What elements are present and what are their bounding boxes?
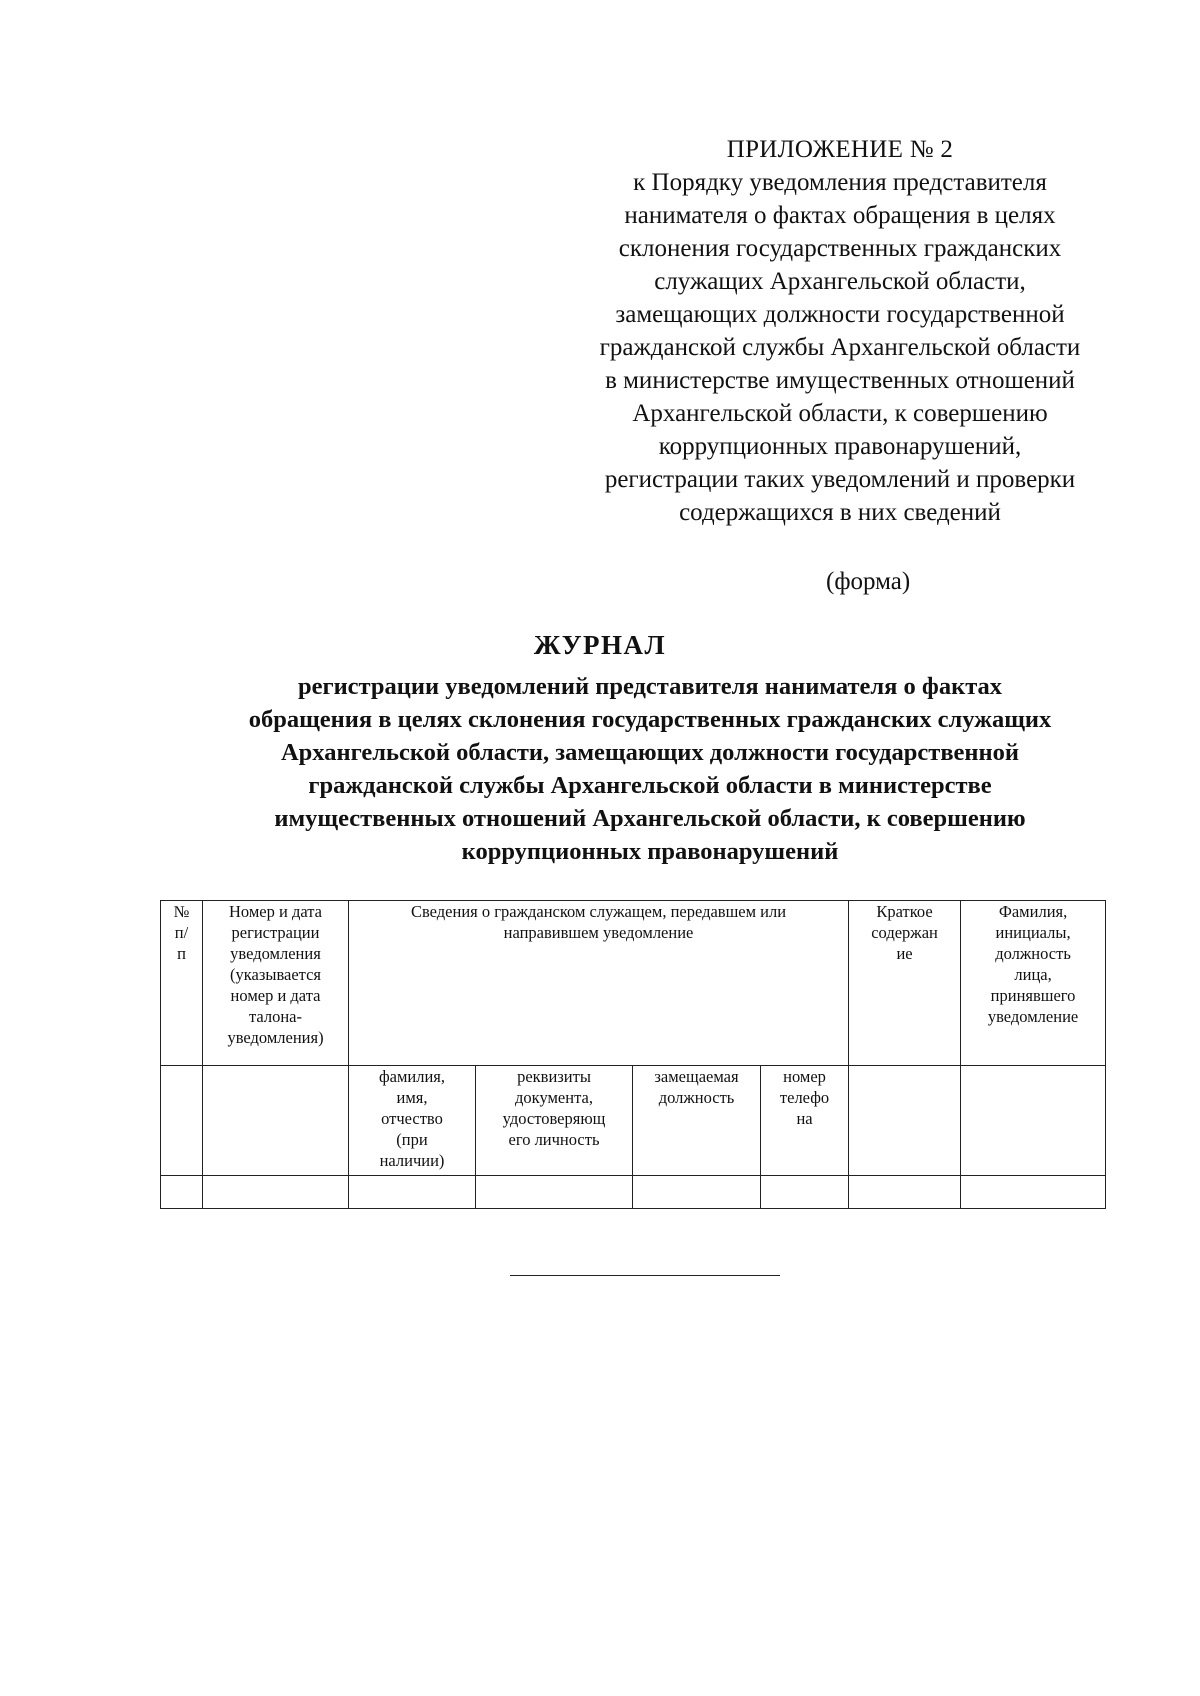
- journal-subtitle-line: регистрации уведомлений представителя нанимателя о фактах: [297, 673, 1003, 700]
- subheader-full-name: фамилия, имя, отчество (при наличии): [349, 1066, 476, 1176]
- form-label: (форма): [826, 568, 911, 595]
- appendix-line: содержащихся в них сведений: [679, 499, 1001, 526]
- header-registration: Номер и дата регистрации уведомления (указывается номер и дата талона- уведомления): [203, 901, 349, 1066]
- table-cell: [476, 1176, 633, 1209]
- appendix-header: [560, 133, 1120, 529]
- journal-table: [160, 900, 1106, 1209]
- appendix-line: гражданской службы Архангельской области: [599, 334, 1081, 361]
- appendix-title: ПРИЛОЖЕНИЕ № 2: [726, 136, 954, 163]
- journal-title: ЖУРНАЛ: [533, 630, 667, 660]
- table-cell: [203, 1176, 349, 1209]
- appendix-line: регистрации таких уведомлений и проверки: [604, 466, 1076, 493]
- table-row: [161, 1176, 1106, 1209]
- header-summary: Краткое содержан ие: [849, 901, 961, 1066]
- table-subheader-row: [161, 1066, 1106, 1176]
- subheader-position: замещаемая должность: [633, 1066, 761, 1176]
- table-cell: [161, 1176, 203, 1209]
- table-cell: [761, 1176, 849, 1209]
- appendix-line: коррупционных правонарушений,: [658, 433, 1022, 460]
- journal-subtitle-line: имущественных отношений Архангельской области, к совершению: [274, 805, 1026, 832]
- journal-subtitle-line: коррупционных правонарушений: [461, 838, 839, 865]
- header-employee-info: Сведения о гражданском служащем, передавшем или направившем уведомление: [349, 901, 849, 1066]
- table-cell: [161, 1066, 203, 1176]
- journal-subtitle-line: обращения в целях склонения государственных гражданских служащих: [248, 706, 1052, 733]
- table-cell: [349, 1176, 476, 1209]
- table-cell: [849, 1176, 961, 1209]
- appendix-line: Архангельской области, к совершению: [632, 400, 1048, 427]
- appendix-line: нанимателя о фактах обращения в целях: [624, 202, 1056, 229]
- journal-subtitle-line: гражданской службы Архангельской области в министерстве: [308, 772, 992, 799]
- journal-subtitle-line: Архангельской области, замещающих должности государственной: [280, 739, 1020, 766]
- journal-subtitle: [100, 670, 1200, 868]
- table-header-row: [161, 901, 1106, 1066]
- table-cell: [961, 1066, 1106, 1176]
- table-cell: [203, 1066, 349, 1176]
- table-cell: [849, 1066, 961, 1176]
- table-cell: [633, 1176, 761, 1209]
- header-acceptor: Фамилия, инициалы, должность лица, принявшего уведомление: [961, 901, 1106, 1066]
- appendix-line: склонения государственных гражданских: [618, 235, 1062, 262]
- appendix-line: к Порядку уведомления представителя: [633, 169, 1047, 196]
- appendix-line: в министерстве имущественных отношений: [605, 367, 1075, 394]
- subheader-phone: номер телефо на: [761, 1066, 849, 1176]
- appendix-line: замещающих должности государственной: [615, 301, 1065, 328]
- header-number: № п/ п: [161, 901, 203, 1066]
- appendix-line: служащих Архангельской области,: [654, 268, 1026, 295]
- subheader-id-document: реквизиты документа, удостоверяющ его личность: [476, 1066, 633, 1176]
- end-divider: [510, 1275, 780, 1276]
- table-cell: [961, 1176, 1106, 1209]
